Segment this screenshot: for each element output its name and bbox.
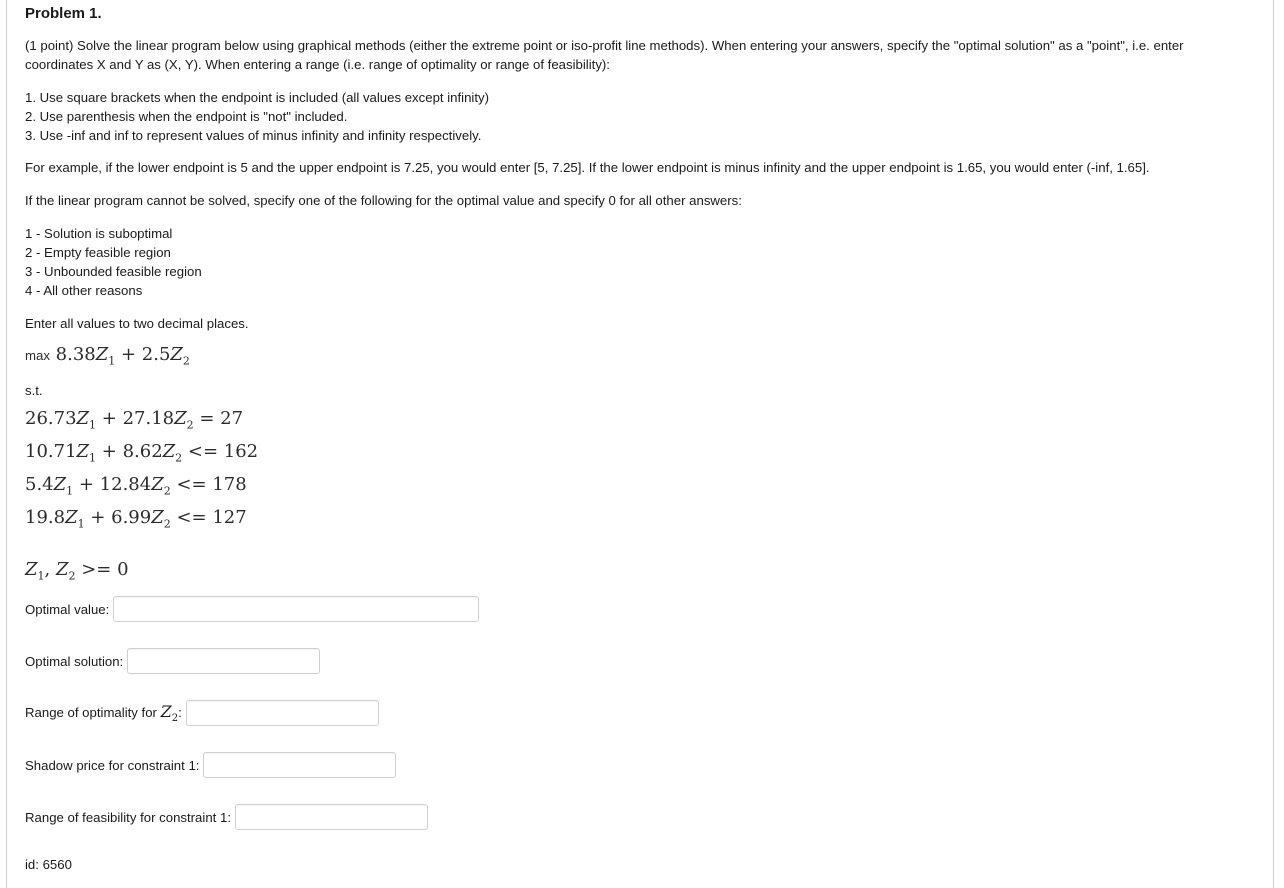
- constraint-4: $19.8Z_1 + 6.99Z_2 <= 127$: [25, 507, 247, 531]
- optimal-value-input[interactable]: [113, 596, 479, 622]
- unsolvable-intro: If the linear program cannot be solved, specify one of the following for the optimal value and specify 0 for all other answers:: [25, 193, 742, 208]
- range-optimality-label: Range of optimality for $Z_2$:: [25, 701, 182, 725]
- constraint-3: $5.4Z_1 + 12.84Z_2 <= 178$: [25, 474, 247, 498]
- range-optimality-row: [25, 700, 379, 726]
- reason-item: 4 - All other reasons: [25, 283, 143, 298]
- problem-intro: (1 point) Solve the linear program below using graphical methods (either the extreme point or iso-profit line methods). When entering your answers, specify the "optimal solution" as a "point", i.e. enter coordinates X and Y as (X, Y). When entering a range (i.e. range of optimality or range of feasibility):: [25, 38, 1184, 72]
- shadow-price-row: [25, 752, 396, 778]
- constraint-2: $10.71Z_1 + 8.62Z_2 <= 162$: [25, 441, 259, 465]
- optimal-solution-label: Optimal solution:: [25, 653, 124, 669]
- reasons-list: [25, 224, 1245, 300]
- decimals-note: Enter all values to two decimal places.: [25, 316, 249, 331]
- rule-item: 2. Use parenthesis when the endpoint is "not" included.: [25, 109, 348, 124]
- rule-item: 3. Use -inf and inf to represent values of minus infinity and infinity respectively.: [25, 128, 482, 143]
- st-label: s.t.: [25, 383, 43, 398]
- bracket-rules-list: [25, 88, 1245, 145]
- problem-id: id: 6560: [25, 857, 72, 872]
- reason-item: 1 - Solution is suboptimal: [25, 226, 173, 241]
- optimal-solution-input[interactable]: [127, 648, 320, 674]
- optimal-value-row: [25, 596, 479, 622]
- reason-item: 3 - Unbounded feasible region: [25, 264, 202, 279]
- optimal-solution-row: [25, 648, 320, 674]
- rule-item: 1. Use square brackets when the endpoint is included (all values except infinity): [25, 90, 490, 105]
- objective-function: $\max 8.38Z_1 + 2.5Z_2$: [25, 344, 190, 368]
- objective-prefix: max: [25, 348, 50, 363]
- nonnegativity-constraint: $Z_1$, $Z_2 >= 0$: [25, 559, 129, 583]
- example-text: For example, if the lower endpoint is 5 and the upper endpoint is 7.25, you would enter [5, 7.25]. If the lower endpoint is minus infinity and the upper endpoint is 1.65, you would enter (-inf, 1.65].: [25, 160, 1150, 175]
- reason-item: 2 - Empty feasible region: [25, 245, 171, 260]
- problem-panel: [6, 0, 1274, 888]
- range-feasibility-label: Range of feasibility for constraint 1:: [25, 809, 231, 825]
- constraint-1: $26.73Z_1 + 27.18Z_2 = 27$: [25, 408, 244, 432]
- shadow-price-label: Shadow price for constraint 1:: [25, 757, 200, 773]
- range-optimality-input[interactable]: [186, 700, 379, 726]
- shadow-price-input[interactable]: [203, 752, 396, 778]
- range-feasibility-input[interactable]: [235, 804, 428, 830]
- problem-title: Problem 1.: [25, 5, 102, 22]
- range-feasibility-row: [25, 804, 428, 830]
- optimal-value-label: Optimal value:: [25, 601, 110, 617]
